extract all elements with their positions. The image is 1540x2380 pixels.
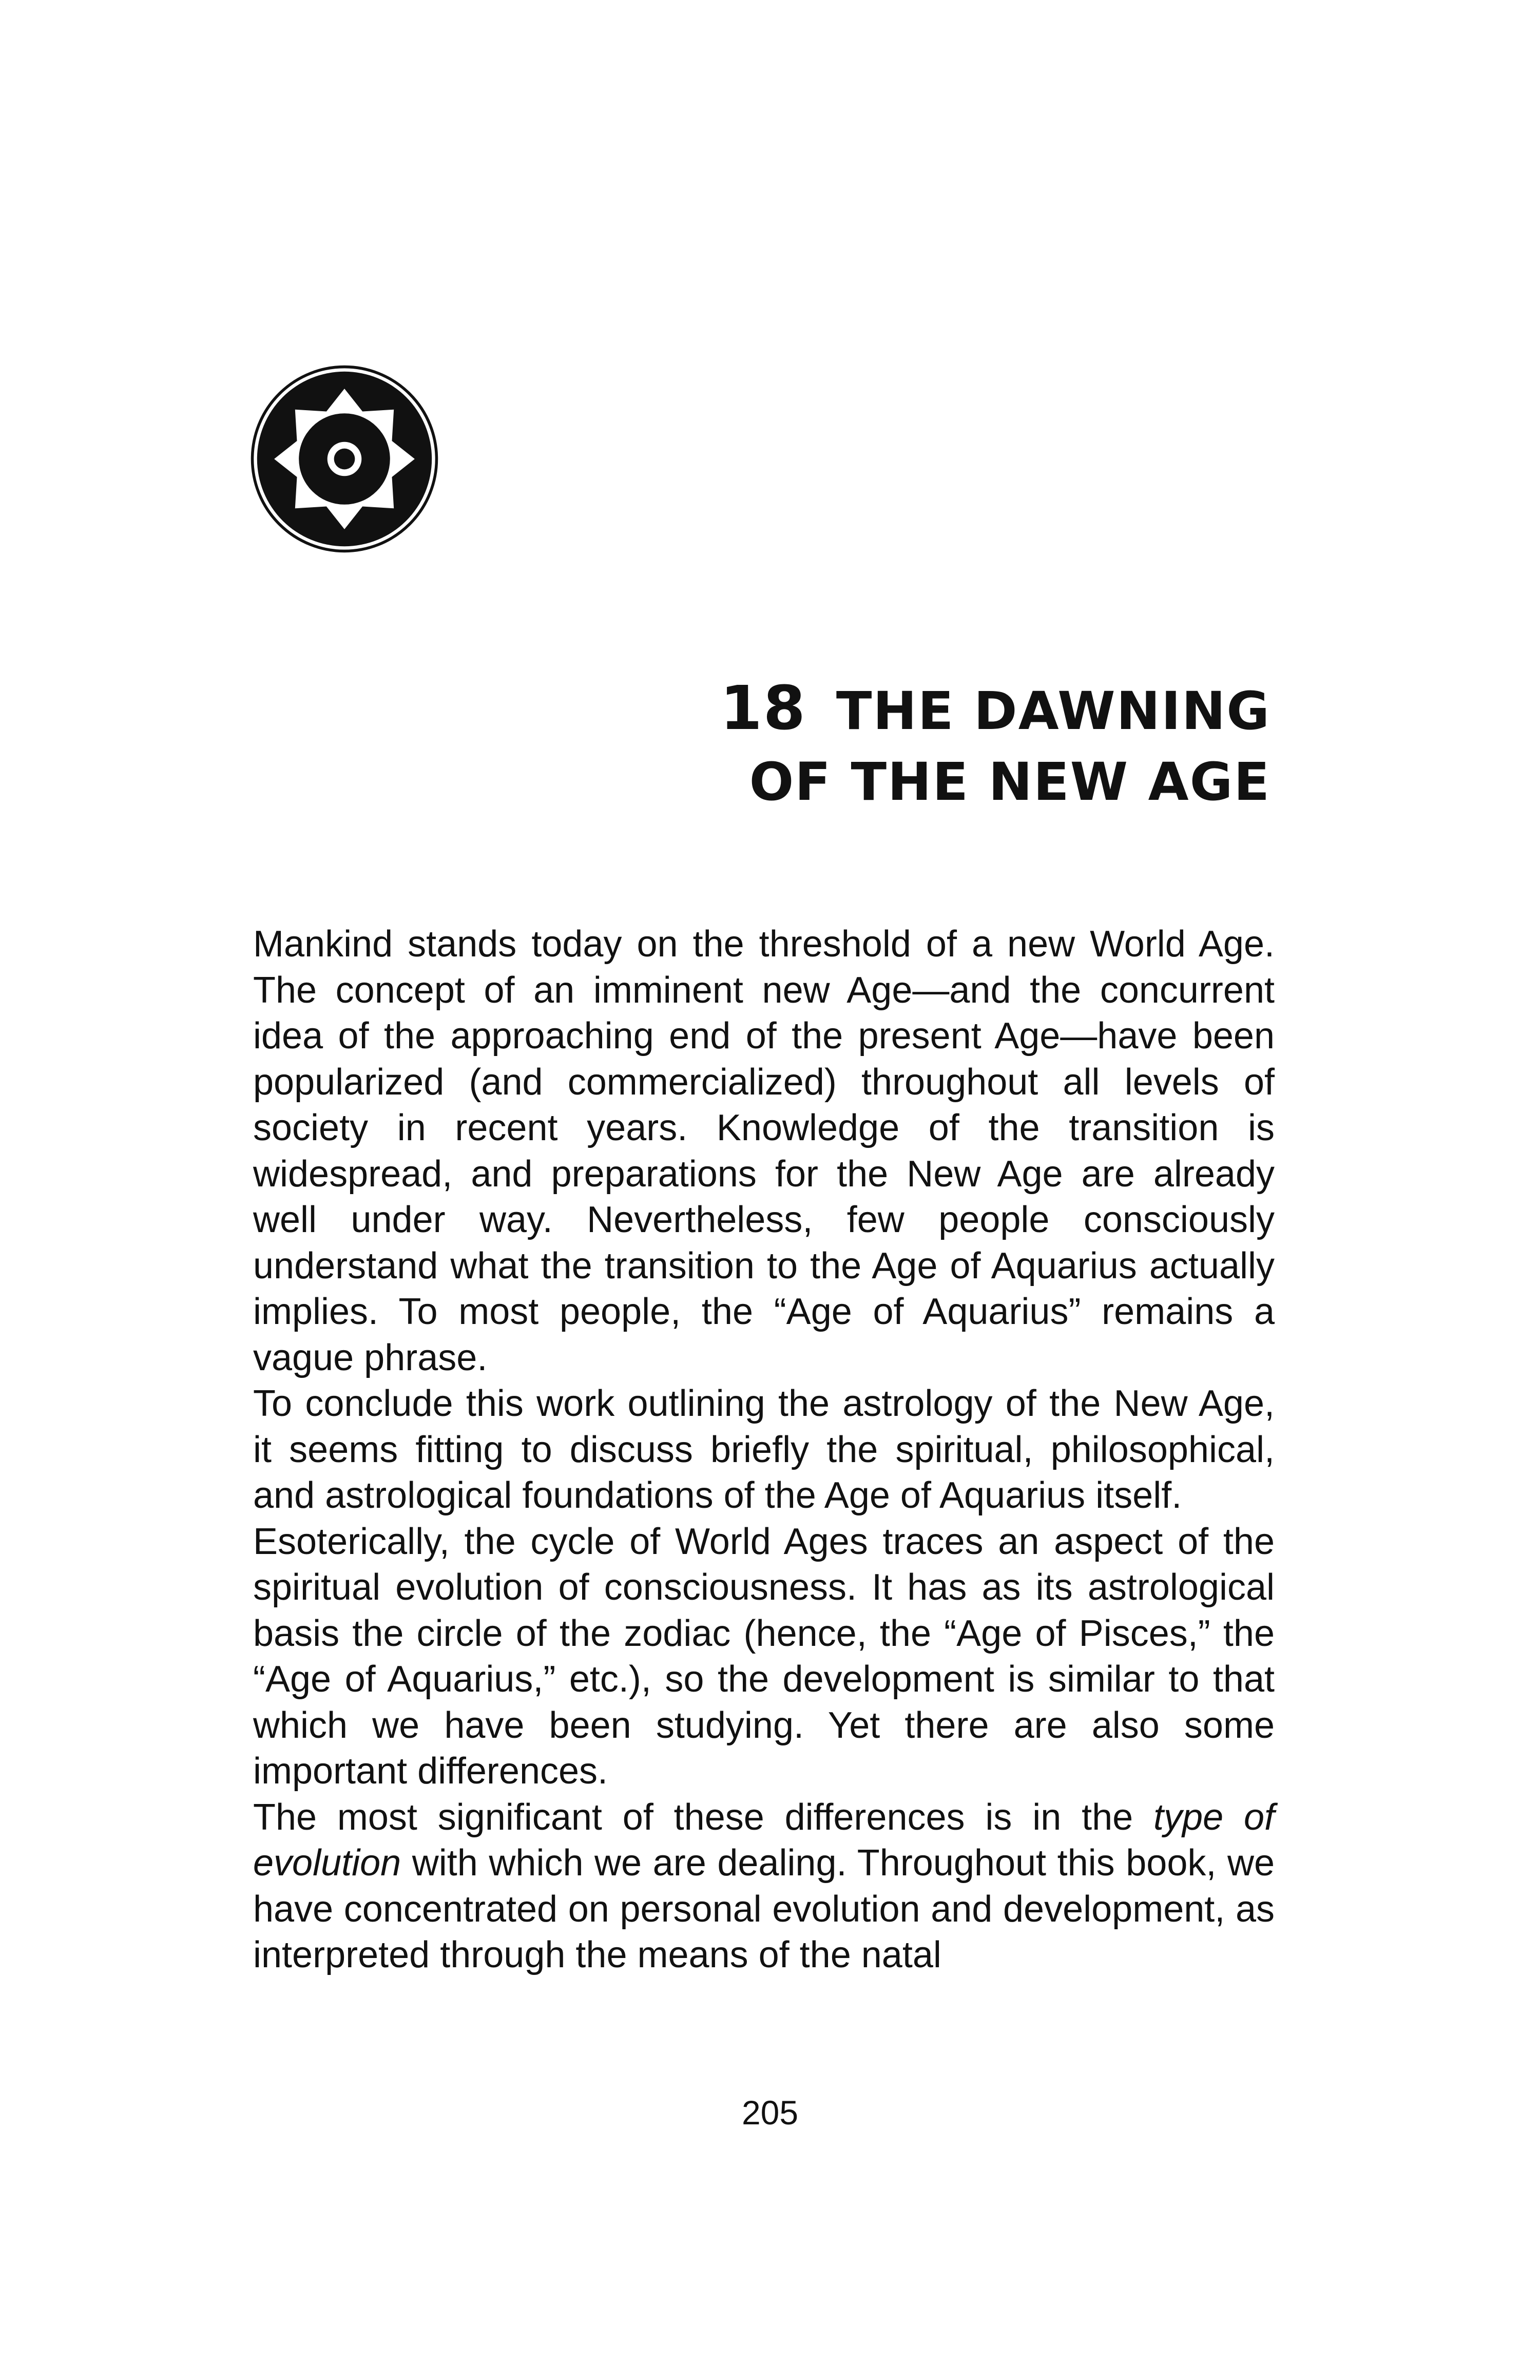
paragraph-4-part-1: The most significant of these differences is in the bbox=[253, 1796, 1154, 1838]
chapter-title-line-1 bbox=[462, 673, 1270, 747]
paragraph-3: Esoterically, the cycle of World Ages traces an aspect of the spiritual evolution of consciousness. It has as its astrological basis the circle of the zodiac (hence, the “Age of Pisces,” the “Age of Aquarius,” etc.), so the development is similar to that which we have been studying. Yet there are also some important differences. bbox=[253, 1521, 1275, 1792]
paragraph-2: To conclude this work outlining the astrology of the New Age, it seems fitting to discuss briefly the spiritual, philosophical, and astrological foundations of the Age of Aquarius itself. bbox=[253, 1383, 1275, 1516]
paragraph-4-part-2: with which we are dealing. Throughout this book, we have concentrated on personal evolution and development, as interpreted through the means of the natal bbox=[253, 1842, 1275, 1975]
chapter-title-line-2: OF THE NEW AGE bbox=[749, 752, 1270, 813]
paragraph-1: Mankind stands today on the threshold of a new World Age. The concept of an imminent new Age—and the concurrent idea of the approaching end of the present Age—have been popularized (and commercialized) throughout all levels of society in recent years. Knowledge of the transition is widespread, and preparations for the New Age are already well under way. Nevertheless, few people consciously understand what the transition to the Age of Aquarius actually implies. To most people, the “Age of Aquarius” remains a vague phrase. bbox=[253, 924, 1275, 1378]
chapter-number: 18 bbox=[720, 673, 806, 743]
body-text bbox=[253, 922, 1275, 1979]
paragraph-4-italic: type of evolution bbox=[253, 1796, 1275, 1884]
chapter-emblem-icon bbox=[249, 364, 439, 554]
page-number: 205 bbox=[741, 2094, 799, 2132]
chapter-title bbox=[462, 673, 1270, 818]
paragraph-4 bbox=[253, 1795, 1275, 1979]
chapter-title-text-1: THE DAWNING bbox=[836, 681, 1270, 742]
